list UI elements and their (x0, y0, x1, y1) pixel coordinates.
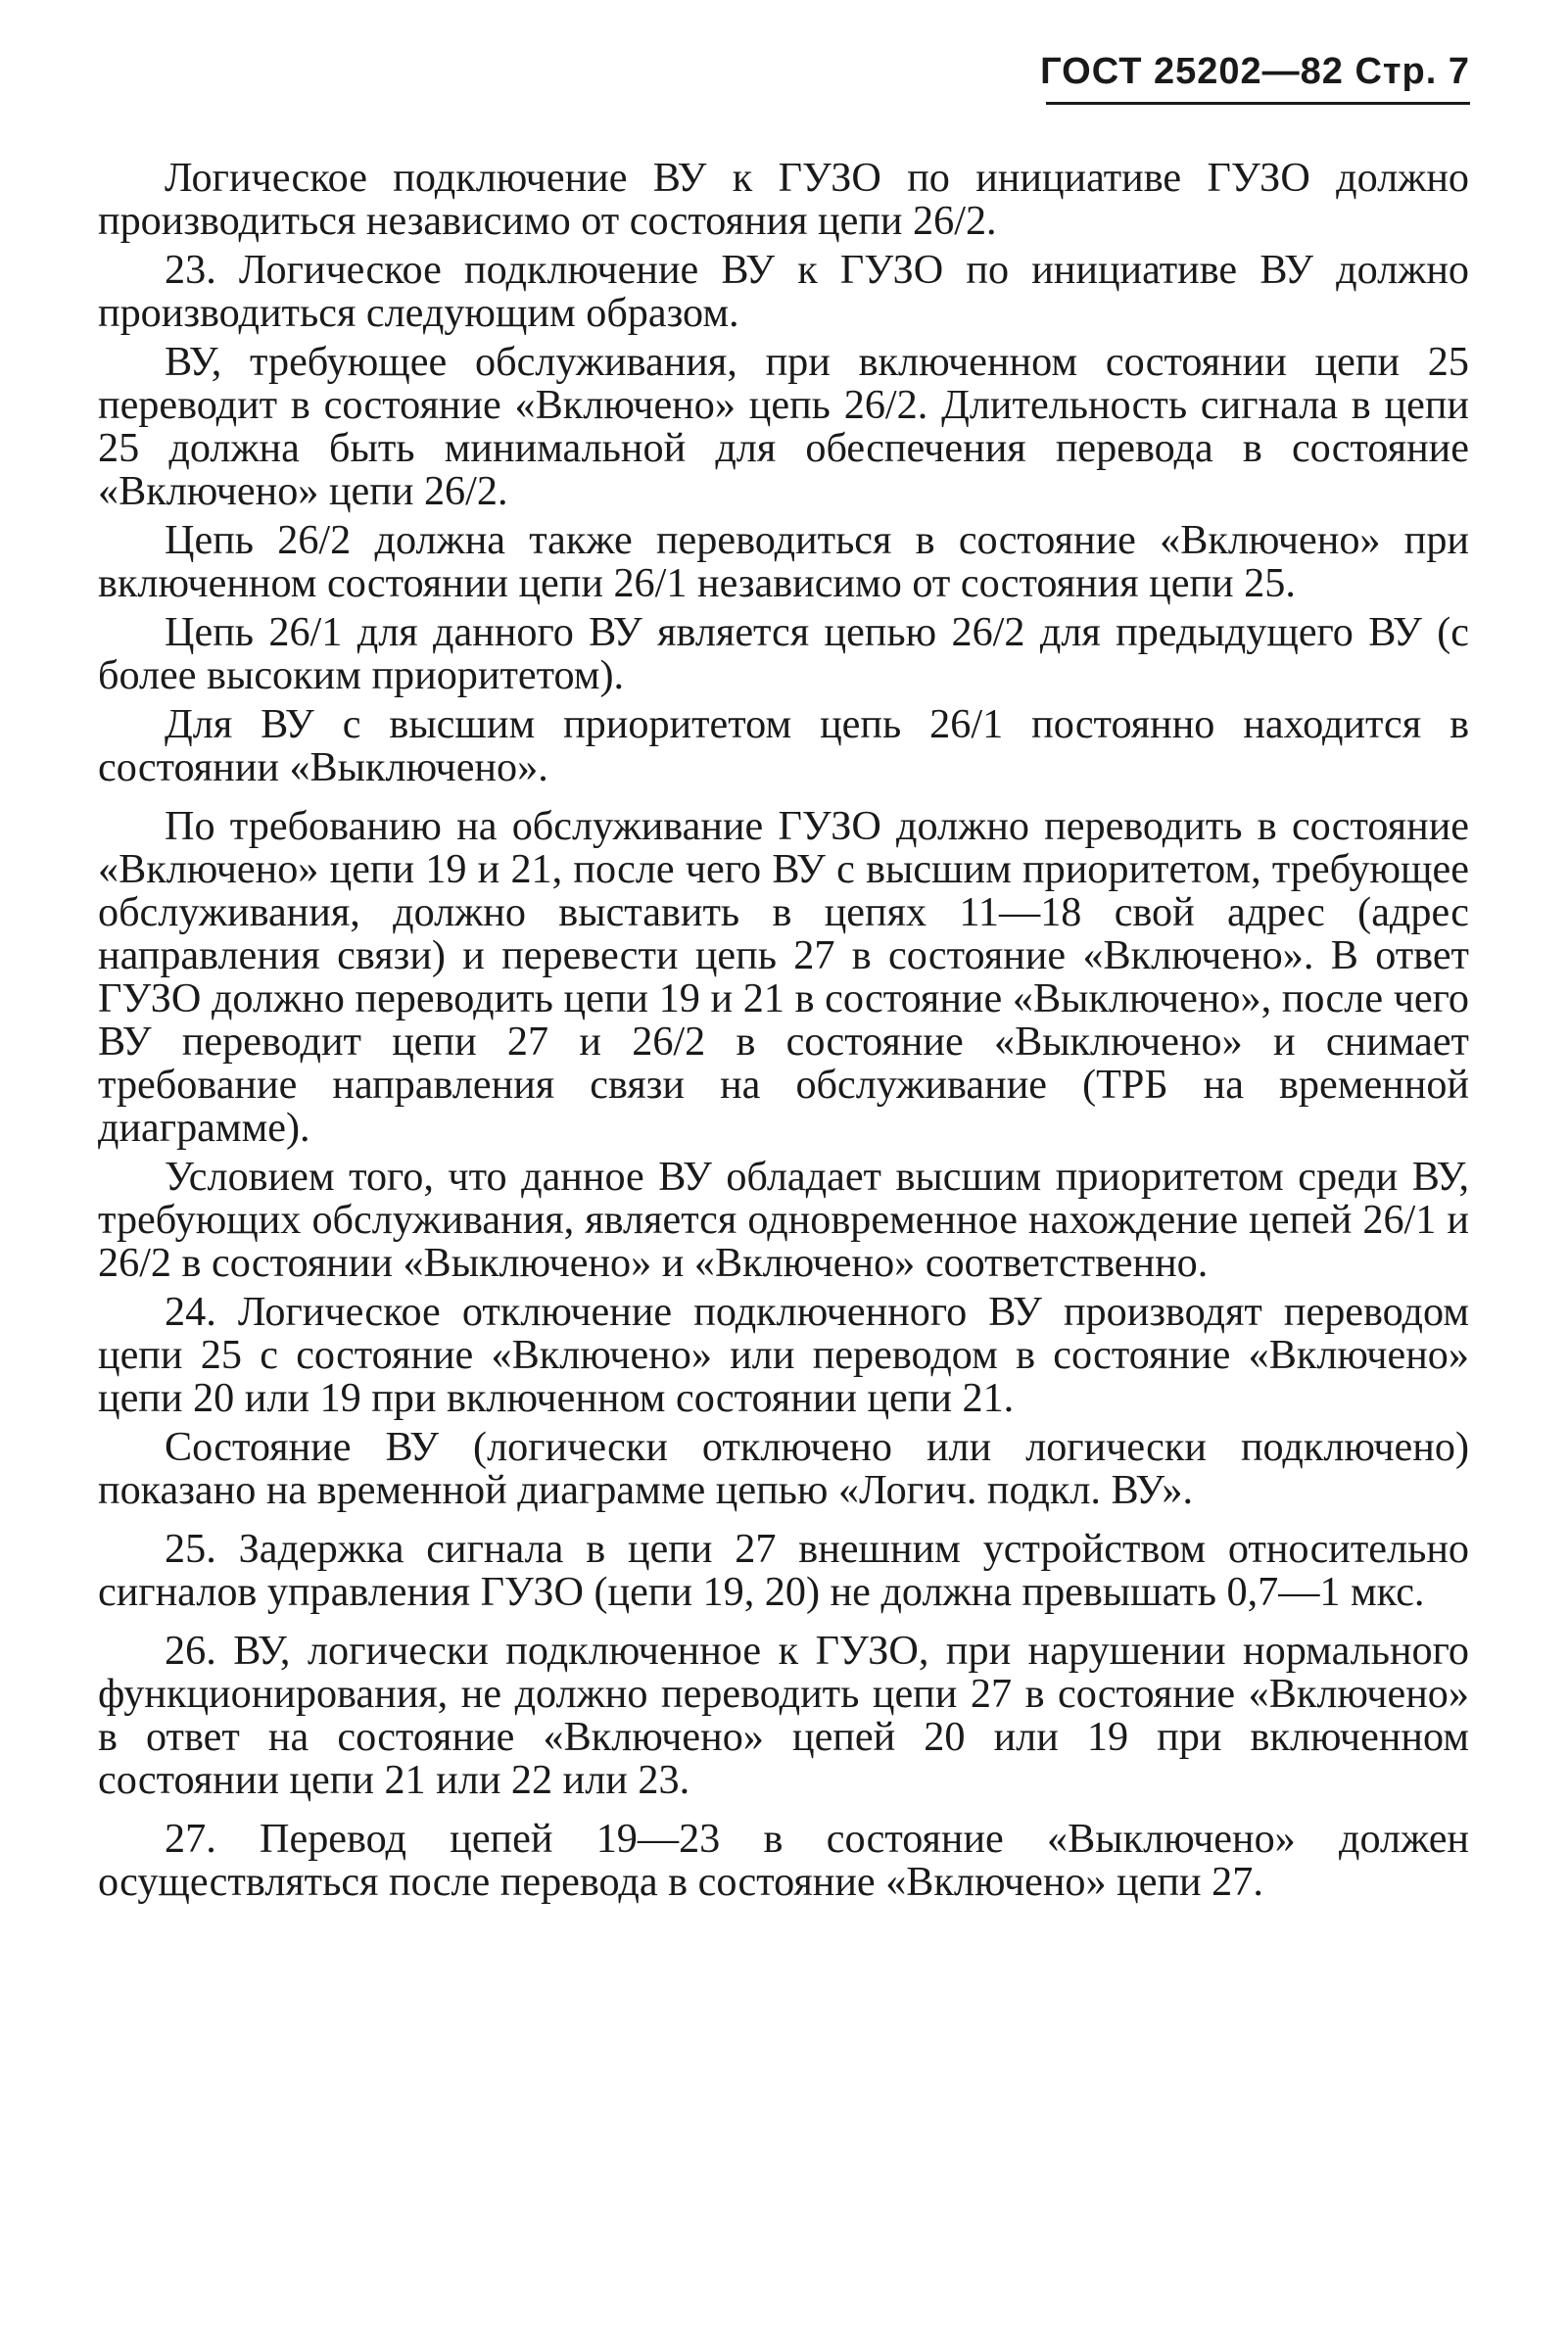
paragraph-device-state: Состояние ВУ (логически отключено или логически подключено) показано на временной диаграмме цепью «Логич. подкл. ВУ». (98, 1424, 1469, 1513)
running-head: ГОСТ 25202—82 Стр. 7 (1040, 51, 1470, 92)
paragraph-service-request: ВУ, требующее обслуживания, при включенном состоянии цепи 25 переводит в состояние «Включено» цепь 26/2. Длительность сигнала в цепи 25 должна быть минимальной для обеспечения перевода в состояние «Включено» цепи 26/2. (98, 339, 1469, 514)
paragraph-logical-connect-guzo: Логическое подключение ВУ к ГУЗО по инициативе ГУЗО должно производиться независимо от состояния цепи 26/2. (98, 155, 1469, 244)
paragraph-highest-priority: Для ВУ с высшим приоритетом цепь 26/1 постоянно находится в состоянии «Выключено». (98, 701, 1469, 790)
paragraph-item-23: 23. Логическое подключение ВУ к ГУЗО по инициативе ВУ должно производиться следующим образом. (98, 247, 1469, 336)
paragraph-service-procedure: По требованию на обслуживание ГУЗО должно переводить в состояние «Включено» цепи 19 и 21, после чего ВУ с высшим приоритетом, требующее обслуживания, должно выставить в цепях 11—18 свой адрес (адрес направления связи) и перевести цепь 27 в состояние «Включено». В ответ ГУЗО должно переводить цепи 19 и 21 в состояние «Выключено», после чего ВУ переводит цепи 27 и 26/2 в состояние «Выключено» и снимает требование направления связи на обслуживание (ТРБ на временной диаграмме). (98, 803, 1469, 1151)
paragraph-circuit-26-2: Цепь 26/2 должна также переводиться в состояние «Включено» при включенном состоянии цепи 26/1 независимо от состояния цепи 25. (98, 517, 1469, 606)
paragraph-priority-condition: Условием того, что данное ВУ обладает высшим приоритетом среди ВУ, требующих обслуживания, является одновременное нахождение цепей 26/1 и 26/2 в состоянии «Выключено» и «Включено» соответственно. (98, 1154, 1469, 1286)
paragraph-item-24: 24. Логическое отключение подключенного ВУ производят переводом цепи 25 с состояние «Включено» или переводом в состояние «Включено» цепи 20 или 19 при включенном состоянии цепи 21. (98, 1289, 1469, 1421)
paragraph-item-27: 27. Перевод цепей 19—23 в состояние «Выключено» должен осуществляться после перевода в состояние «Включено» цепи 27. (98, 1816, 1469, 1905)
header-rule (1046, 102, 1470, 105)
body-text (98, 157, 1469, 1910)
paragraph-item-25: 25. Задержка сигнала в цепи 27 внешним устройством относительно сигналов управления ГУЗО (цепи 19, 20) не должна превышать 0,7—1 мкс. (98, 1526, 1469, 1615)
paragraph-circuit-26-1: Цепь 26/1 для данного ВУ является цепью 26/2 для предыдущего ВУ (с более высоким приоритетом). (98, 609, 1469, 698)
paragraph-item-26: 26. ВУ, логически подключенное к ГУЗО, при нарушении нормального функционирования, не должно переводить цепи 27 в состояние «Включено» в ответ на состояние «Включено» цепей 20 или 19 при включенном состоянии цепи 21 или 22 или 23. (98, 1628, 1469, 1803)
